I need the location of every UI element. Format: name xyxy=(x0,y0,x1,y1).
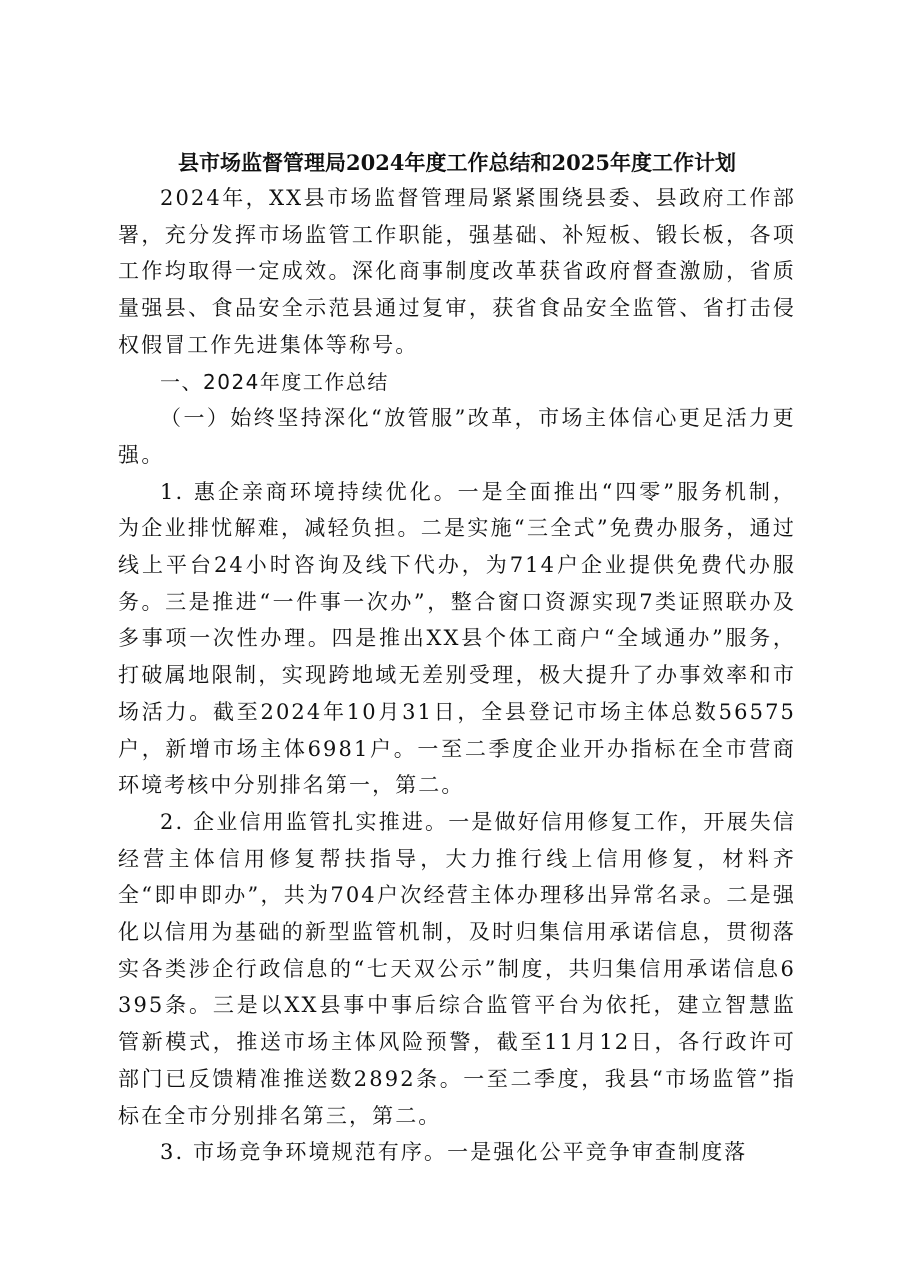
item-paragraph-3: 3. 市场竞争环境规范有序。一是强化公平竞争审查制度落 xyxy=(160,1140,748,1165)
subsection-heading: （一）始终坚持深化“放管服”改革，市场主体信心更足活力更强。 xyxy=(118,406,796,467)
document-title: 县市场监督管理局2024年度工作总结和2025年度工作计划 xyxy=(178,150,736,175)
section-heading: 一、2024年度工作总结 xyxy=(160,369,389,394)
intro-paragraph: 2024年，XX县市场监督管理局紧紧围绕县委、县政府工作部署，充分发挥市场监管工作职能，强基础、补短板、锻长板，各项工作均取得一定成效。深化商事制度改革获省政府督查激励，省质量强县、食品安全示范县通过复审，获省食品安全监管、省打击侵权假冒工作先进集体等称号。 xyxy=(118,186,796,357)
item-paragraph-2: 2. 企业信用监管扎实推进。一是做好信用修复工作，开展失信经营主体信用修复帮扶指导，大力推行线上信用修复，材料齐全“即申即办”，共为704户次经营主体办理移出异常名录。二是强化以信用为基础的新型监管机制，及时归集信用承诺信息，贯彻落实各类涉企行政信息的“七天双公示”制度，共归集信用承诺信息6395条。三是以XX县事中事后综合监管平台为依托，建立智慧监管新模式，推送市场主体风险预警，截至11月12日，各行政许可部门已反馈精准推送数2892条。一至二季度，我县“市场监管”指标在全市分别排名第三，第二。 xyxy=(118,809,796,1128)
document-body xyxy=(118,146,796,1171)
item-paragraph-1: 1. 惠企亲商环境持续优化。一是全面推出“四零”服务机制，为企业排忧解难，减轻负担。二是实施“三全式”免费办服务，通过线上平台24小时咨询及线下代办，为714户企业提供免费代办服务。三是推进“一件事一次办”，整合窗口资源实现7类证照联办及多事项一次性办理。四是推出XX县个体工商户“全域通办”服务，打破属地限制，实现跨地域无差别受理，极大提升了办事效率和市场活力。截至2024年10月31日，全县登记市场主体总数56575户，新增市场主体6981户。一至二季度企业开办指标在全市营商环境考核中分别排名第一，第二。 xyxy=(118,479,796,798)
